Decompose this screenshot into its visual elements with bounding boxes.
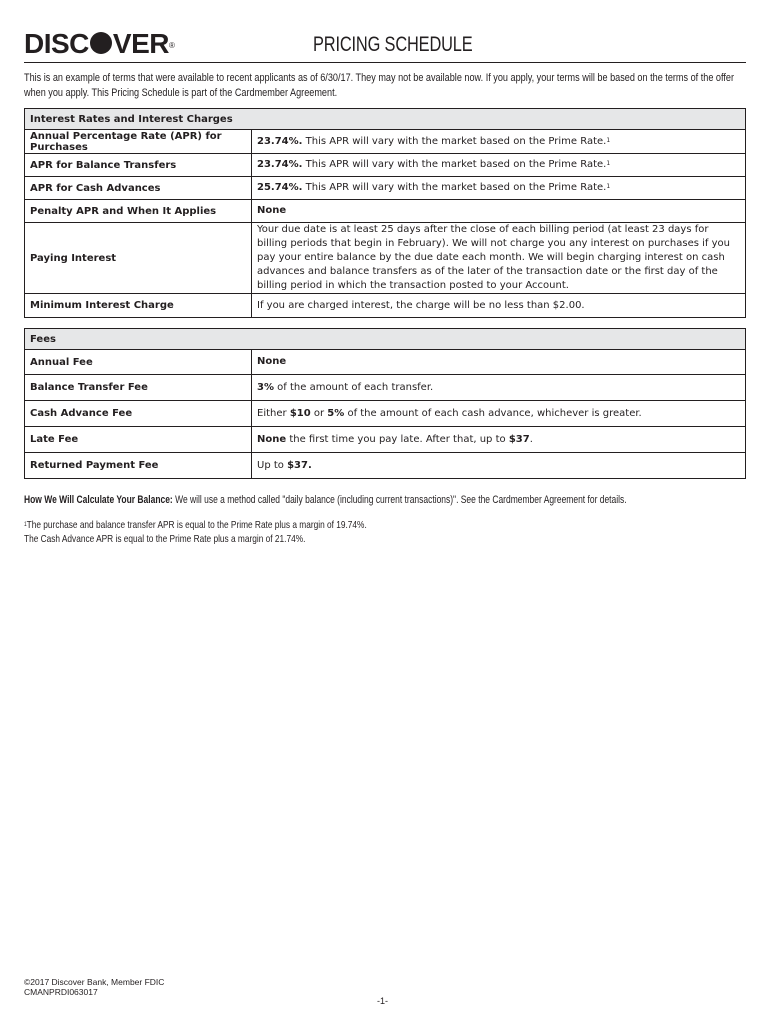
paying-interest-value: Your due date is at least 25 days after the close of each billing period (at least 23 days for billing periods that begin in February). We will not charge you any interest on purchases if you pay your entire balance by the due date each month. We will begin charging interest on cash advances and balance transfers as of the later of the transaction date or the first day of the billing period in which the transaction posted to your Account. [252,223,746,294]
footnote-line-2: The Cash Advance APR is equal to the Prime Rate plus a margin of 21.74%. [24,534,306,545]
footnote-marker: 1 [606,136,611,144]
balance-transfer-apr-value [252,154,746,177]
footnotes [24,519,367,547]
late-fee-mid: the first time you pay late. After that, up to [286,433,509,445]
copyright-text: ©2017 Discover Bank, Member FDIC [24,977,165,987]
balance-calculation-text: We will use a method called "daily balance (including current transactions)". See the Cardmember Agreement for details. [172,494,627,506]
late-fee-post: . [529,433,533,445]
balance-transfer-fee-percent: 3% [257,381,274,393]
table-row [25,401,746,427]
late-fee-amount: $37 [508,433,530,445]
table-row [25,350,746,375]
purchase-apr-label: Annual Percentage Rate (APR) for Purchases [25,130,252,154]
cash-advance-fee-pre: Either [257,407,290,419]
fees-heading: Fees [25,329,746,350]
document-code: CMANPRDI063017 [24,987,98,997]
fees-table [24,328,746,479]
cash-advance-apr-label: APR for Cash Advances [25,177,252,200]
table-row [25,294,746,318]
late-fee-value [252,427,746,453]
cash-advance-fee-post: of the amount of each cash advance, whichever is greater. [344,407,642,419]
cash-advance-fee-percent: 5% [327,407,345,419]
penalty-apr-label: Penalty APR and When It Applies [25,200,252,223]
balance-transfer-apr-label: APR for Balance Transfers [25,154,252,177]
annual-fee-label: Annual Fee [25,350,252,375]
copyright-block [24,977,164,997]
cash-advance-apr-text: This APR will vary with the market based on the Prime Rate. [302,182,607,193]
penalty-apr-value [252,200,746,223]
returned-payment-fee-value [252,453,746,479]
table-row [25,223,746,294]
cash-advance-fee-mid: or [310,407,328,419]
balance-transfer-apr-rate: 23.74%. [257,159,303,170]
footnote-marker: 1 [606,183,611,190]
logo-text-right: VER [112,28,169,59]
page-header [24,28,746,63]
purchase-apr-text: This APR will vary with the market based on the Prime Rate. [302,135,607,147]
discover-logo [24,29,174,59]
returned-payment-fee-label: Returned Payment Fee [25,453,252,479]
footnote-marker: 1 [24,522,27,528]
footnote-text-1: The purchase and balance transfer APR is equal to the Prime Rate plus a margin of 19.74%. [26,520,367,531]
balance-transfer-fee-label: Balance Transfer Fee [25,375,252,401]
penalty-apr-none: None [257,205,287,216]
interest-rates-heading: Interest Rates and Interest Charges [25,109,746,130]
purchase-apr-rate: 23.74%. [257,135,303,147]
registered-mark: ® [168,41,175,50]
intro-paragraph: This is an example of terms that were available to recent applicants as of 6/30/17. They may not be available now. If you apply, your terms will be based on the terms of the offer when you apply. This Pricing Schedule is part of the Cardmember Agreement. [24,72,734,99]
footnote-line-1 [24,519,367,533]
annual-fee-none: None [257,356,287,367]
table-row [25,200,746,223]
cash-advance-fee-value [252,401,746,427]
footnote-marker: 1 [606,160,611,167]
table-header-row [25,329,746,350]
cash-advance-apr-value [252,177,746,200]
page-title: PRICING SCHEDULE [313,33,473,56]
table-header-row [25,109,746,130]
returned-payment-fee-amount: $37. [287,459,312,471]
purchase-apr-value [252,130,746,154]
annual-fee-value [252,350,746,375]
returned-payment-fee-pre: Up to [257,459,288,471]
cash-advance-fee-label: Cash Advance Fee [25,401,252,427]
logo-circle-icon [90,32,112,54]
minimum-interest-value: If you are charged interest, the charge will be no less than $2.00. [252,294,746,318]
table-row [25,375,746,401]
table-row [25,154,746,177]
paying-interest-label: Paying Interest [25,223,252,294]
late-fee-label: Late Fee [25,427,252,453]
logo-text-left: DISC [24,28,89,59]
cash-advance-fee-amount: $10 [289,407,311,419]
table-row [25,453,746,479]
table-row [25,427,746,453]
cash-advance-apr-rate: 25.74%. [257,182,303,193]
minimum-interest-label: Minimum Interest Charge [25,294,252,318]
balance-transfer-fee-value [252,375,746,401]
balance-calculation-label: How We Will Calculate Your Balance: [24,494,173,506]
table-row [25,130,746,154]
interest-rates-table [24,108,746,318]
balance-transfer-apr-text: This APR will vary with the market based on the Prime Rate. [302,159,607,170]
balance-transfer-fee-text: of the amount of each transfer. [273,381,434,393]
table-row [25,177,746,200]
page-number: -1- [377,996,388,1006]
late-fee-none: None [257,433,287,445]
balance-calculation-note [24,494,627,506]
